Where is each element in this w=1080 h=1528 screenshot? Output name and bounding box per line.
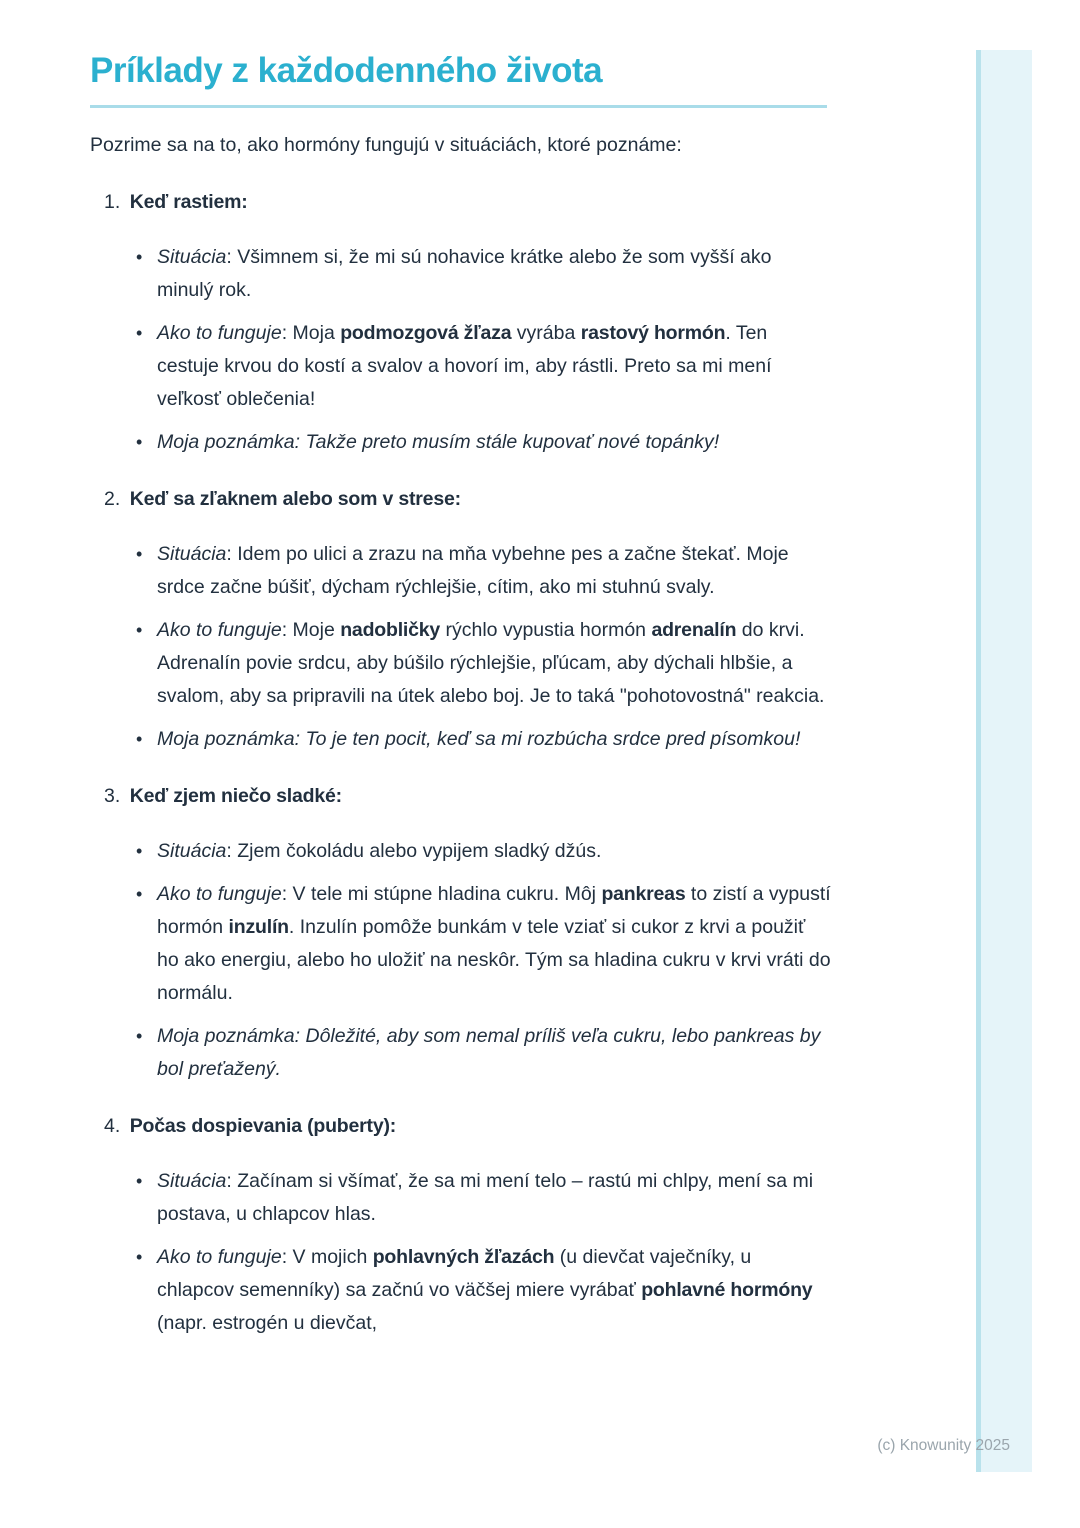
text-segment: : Moje [281,619,341,641]
text-segment: Ako to funguje [157,322,282,344]
section [90,186,832,459]
bullet-item [157,538,832,604]
copyright-note: (c) Knowunity 2025 [877,1437,1010,1454]
section-heading [104,186,832,219]
text-segment: pohlavných žľazách [372,1246,555,1268]
text-segment: pohlavné hormóny [641,1279,813,1301]
text-segment: (napr. estrogén u dievčat, [157,1312,378,1334]
bullet-item [157,1020,832,1086]
text-segment: : V tele mi stúpne hladina cukru. Môj [281,883,602,905]
text-segment: Situácia [157,246,227,268]
text-segment: Situácia [157,840,227,862]
text-segment: to zistí a vypustí hormón [157,883,831,938]
text-segment: : Zjem čokoládu alebo vypijem sladký džús. [226,840,602,862]
bullet-item [157,1241,832,1340]
text-segment: Ako to funguje [157,1246,282,1268]
section-title: Keď rastiem: [129,191,248,213]
text-segment: nadobličky [340,619,441,641]
intro-paragraph: Pozrime sa na to, ako hormóny fungujú v situáciách, ktoré poznáme: [90,134,682,156]
section-title: Počas dospievania (puberty): [129,1115,397,1137]
section-title: Keď zjem niečo sladké: [129,785,342,807]
text-segment: : Začínam si všímať, že sa mi mení telo – rastú mi chlpy, mení sa mi postava, u chlapcov hlas. [157,1170,814,1225]
bullet-item [157,1165,832,1231]
text-segment: adrenalín [651,619,737,641]
text-segment: inzulín [228,916,289,938]
text-segment: do krvi. Adrenalín povie srdcu, aby búšilo rýchlejšie, pľúcam, aby dýchali hlbšie, a svalom, aby sa pripravili na útek alebo boj. Je to taká "pohotovostná" reakcia. [157,619,825,707]
text-segment: podmozgová žľaza [340,322,512,344]
text-segment: rastový hormón [580,322,726,344]
text-segment: Moja poznámka: Takže preto musím stále kupovať nové topánky! [157,431,720,453]
text-segment: : Idem po ulici a zrazu na mňa vybehne pes a začne štekať. Moje srdce začne búšiť, dýcham rýchlejšie, cítim, ako mi stuhnú svaly. [157,543,789,598]
bullet-item [157,878,832,1010]
text-segment: Situácia [157,1170,227,1192]
text-segment: rýchlo vypustia hormón [440,619,652,641]
right-accent-bar [976,50,1032,1472]
page-title: Príklady z každodenného života [90,51,603,90]
bullet-list [104,1165,832,1340]
title-underline [90,105,827,108]
section [90,483,832,756]
section [90,780,832,1086]
section-heading [104,780,832,813]
bullet-item [157,614,832,713]
section-number: 4. [104,1115,121,1137]
text-segment: (u dievčat vaječníky, u chlapcov semenníky) sa začnú vo väčšej miere vyrábať [157,1246,752,1301]
bullet-list [104,538,832,756]
text-segment: Ako to funguje [157,883,282,905]
text-segment: Ako to funguje [157,619,282,641]
bullet-item [157,723,832,756]
bullet-item [157,317,832,416]
bullet-item [157,241,832,307]
sections-list [90,186,832,1340]
text-segment: Moja poznámka: To je ten pocit, keď sa mi rozbúcha srdce pred písomkou! [157,728,801,750]
text-segment: . Inzulín pomôže bunkám v tele vziať si cukor z krvi a použiť ho ako energiu, alebo ho uložiť na neskôr. Tým sa hladina cukru v krvi vráti do normálu. [157,916,831,1004]
section-number: 2. [104,488,121,510]
document-content [90,50,832,1340]
bullet-item [157,835,832,868]
text-segment: vyrába [511,322,581,344]
bullet-list [104,835,832,1086]
section [90,1110,832,1340]
text-segment: . Ten cestuje krvou do kostí a svalov a hovorí im, aby rástli. Preto sa mi mení veľkosť oblečenia! [157,322,772,410]
text-segment: : Moja [281,322,341,344]
bullet-list [104,241,832,459]
text-segment: pankreas [601,883,686,905]
text-segment: Moja poznámka: Dôležité, aby som nemal príliš veľa cukru, lebo pankreas by bol preťažený. [157,1025,821,1080]
section-number: 3. [104,785,121,807]
text-segment: : Všimnem si, že mi sú nohavice krátke alebo že som vyšší ako minulý rok. [157,246,772,301]
section-number: 1. [104,191,121,213]
section-title: Keď sa zľaknem alebo som v strese: [129,488,461,510]
text-segment: Situácia [157,543,227,565]
text-segment: : V mojich [281,1246,373,1268]
section-heading [104,483,832,516]
section-heading [104,1110,832,1143]
bullet-item [157,426,832,459]
